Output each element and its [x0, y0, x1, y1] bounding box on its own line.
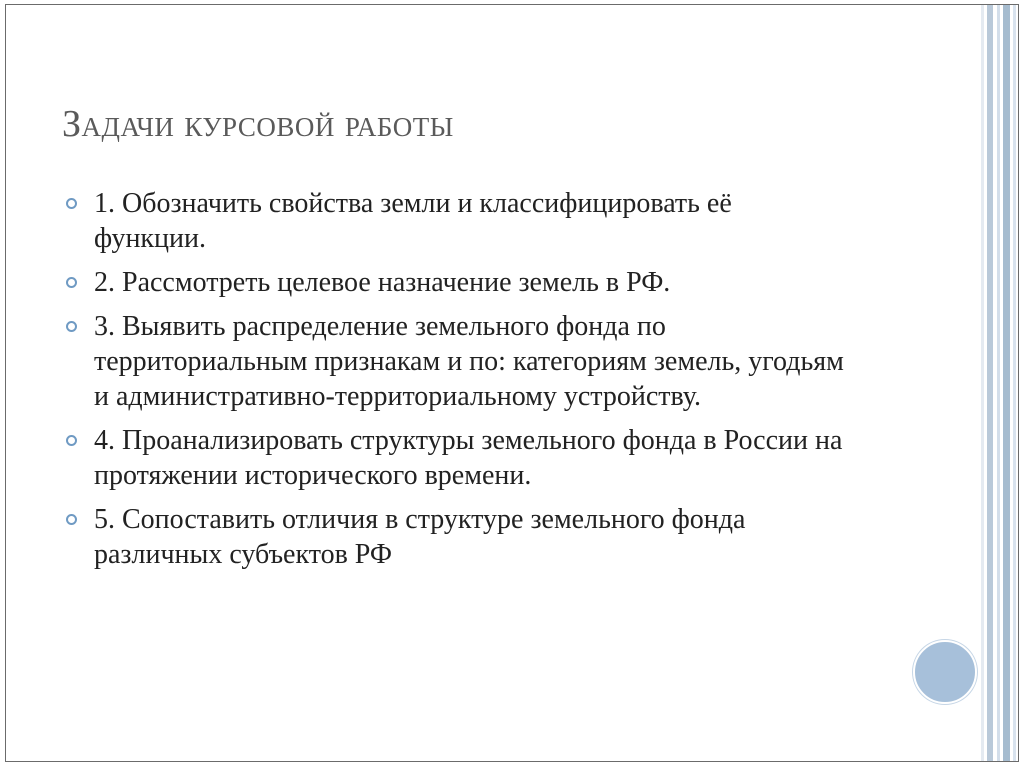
bullet-text: 1. Обозначить свойства земли и классифицировать её функции.	[94, 188, 732, 254]
bullet-text: 2. Рассмотреть целевое назначение земель в РФ.	[94, 267, 671, 298]
decorative-stripe	[1003, 5, 1010, 761]
bullet-text: 5. Сопоставить отличия в структуре земельного фонда различных субъектов РФ	[94, 504, 746, 570]
bullet-circle-icon	[66, 277, 77, 288]
bullet-text: 3. Выявить распределение земельного фонда по территориальным признакам и по: категориям земель, угодьям и административно-территориальному устройству.	[94, 311, 844, 412]
bullet-list	[66, 186, 846, 581]
bullet-item-5	[66, 502, 846, 572]
bullet-item-2	[66, 265, 846, 300]
bullet-item-4	[66, 423, 846, 493]
bullet-text: 4. Проанализировать структуры земельного фонда в России на протяжении исторического времени.	[94, 425, 843, 491]
bullet-circle-icon	[66, 435, 77, 446]
bullet-circle-icon	[66, 198, 77, 209]
bullet-item-1	[66, 186, 846, 256]
bullet-circle-icon	[66, 514, 77, 525]
bullet-item-3	[66, 309, 846, 414]
decorative-stripe	[997, 5, 1000, 761]
decorative-stripe	[981, 5, 984, 761]
bullet-circle-icon	[66, 321, 77, 332]
decorative-stripe	[987, 5, 993, 761]
slide-title: Задачи курсовой работы	[62, 103, 454, 145]
decorative-circle	[913, 640, 977, 704]
decorative-stripe	[1013, 5, 1016, 761]
